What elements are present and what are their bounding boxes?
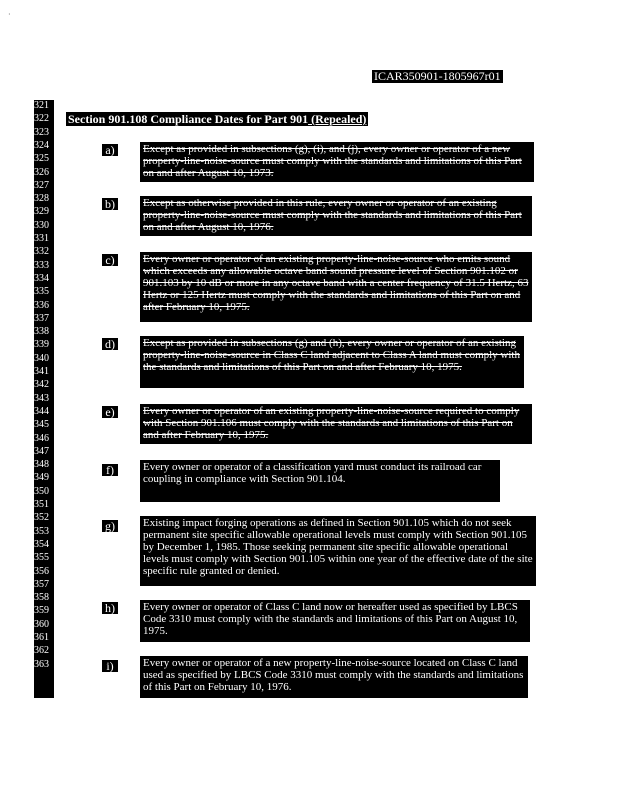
paragraph-b: [140, 196, 532, 236]
line-number: 329: [34, 206, 49, 218]
line-number: 337: [34, 312, 49, 324]
section-title-text: Section 901.108 Compliance Dates for Part 901: [68, 112, 309, 126]
line-number: 347: [34, 445, 49, 457]
line-number: 357: [34, 578, 49, 590]
paragraph-marker-e: e): [102, 406, 118, 418]
line-number: 321: [34, 100, 49, 111]
paragraph-e: [140, 404, 532, 444]
paragraph-g-text: Existing impact forging operations as defined in Section 901.105 which do not seek permanent site specific allowable operational levels must comply with Section 901.105 by December 1, 1985. Those seeking permanent site specific allowable operational levels must comply with Section 901.105 within one year of the effective date of the site specific rule granted or denied.: [143, 517, 533, 577]
line-number: 341: [34, 366, 49, 377]
paragraph-g: [140, 516, 536, 586]
paragraph-marker-i: i): [102, 660, 118, 672]
line-number: 344: [34, 405, 49, 417]
line-number: 346: [34, 432, 49, 444]
document-id: ICAR350901-1805967r01: [374, 69, 501, 83]
line-number: 333: [34, 259, 49, 271]
paragraph-f-text: Every owner or operator of a classification yard must conduct its railroad car coupling in compliance with Section 901.104.: [143, 461, 482, 485]
line-number: 324: [34, 139, 49, 151]
paragraph-d: [140, 336, 524, 388]
line-number: 327: [34, 179, 49, 191]
line-number: 345: [34, 419, 49, 431]
line-number: 355: [34, 552, 49, 564]
line-number: 328: [34, 193, 49, 205]
paragraph-c-text: Every owner or operator of an existing property-line-noise-source who emits sound which exceeds any allowable octave band sound pressure level of Section 901.102 or 901.103 by 10 dB or more in any octave band with a center frequency of 31.5 Hertz, 63 Hertz or 125 Hertz must comply with the standards and limitations of this Part on and after February 10, 1975.: [143, 253, 529, 313]
paragraph-h-text: Every owner or operator of Class C land now or hereafter used as specified by LBCS Code 3310 must comply with the standards and limitations of this Part on August 10, 1975.: [143, 601, 518, 637]
line-number: 342: [34, 379, 49, 391]
line-number: 351: [34, 499, 49, 510]
paragraph-h: [140, 600, 530, 642]
paragraph-a: [140, 142, 534, 182]
line-number: 330: [34, 219, 49, 231]
paragraph-marker-a: a): [102, 144, 118, 156]
line-number: 334: [34, 272, 49, 284]
line-number: 359: [34, 605, 49, 617]
paragraph-marker-f: f): [102, 464, 118, 476]
line-number: 356: [34, 565, 49, 577]
paragraph-f: [140, 460, 500, 502]
line-number: 361: [34, 632, 49, 643]
line-number: 332: [34, 246, 49, 258]
paragraph-marker-g: g): [102, 520, 118, 532]
paragraph-i: [140, 656, 528, 698]
paragraph-e-text: Every owner or operator of an existing property-line-noise-source required to comply with Section 901.106 must comply with the standards and limitations of this Part on and after February 10, 1975.: [143, 405, 520, 441]
line-number: 363: [34, 658, 49, 670]
line-number: 358: [34, 592, 49, 604]
line-number: 323: [34, 126, 49, 138]
paragraph-i-text: Every owner or operator of a new property-line-noise-source located on Class C land used as specified by LBCS Code 3310 must comply with the standards and limitations of this Part on February 10, 1976.: [143, 657, 524, 693]
line-number: 350: [34, 485, 49, 497]
paragraph-marker-d: d): [102, 338, 118, 350]
line-number: 336: [34, 299, 49, 311]
line-number: 362: [34, 645, 49, 657]
line-number: 348: [34, 459, 49, 471]
line-number: 338: [34, 326, 49, 338]
line-number: 325: [34, 153, 49, 165]
line-number: 352: [34, 512, 49, 524]
paragraph-marker-b: b): [102, 198, 118, 210]
line-number: 353: [34, 525, 49, 537]
scan-speck: ·: [8, 10, 11, 19]
line-number: 349: [34, 472, 49, 484]
line-number: 340: [34, 352, 49, 364]
line-number: 339: [34, 339, 49, 351]
paragraph-b-text: Except as otherwise provided in this rule, every owner or operator of an existing property-line-noise-source must comply with the standards and limitations of this Part on and after August 10, 1976.: [143, 197, 522, 233]
line-number: 354: [34, 538, 49, 550]
paragraph-marker-h: h): [102, 602, 118, 614]
line-number: 331: [34, 233, 49, 244]
paragraph-d-text: Except as provided in subsections (g) and (h), every owner or operator of an existing property-line-noise-source in Class C land adjacent to Class A land must comply with the standards and limitations of this Part on and after February 10, 1975.: [143, 337, 520, 373]
line-number: 360: [34, 618, 49, 630]
line-number: 335: [34, 286, 49, 298]
line-number: 322: [34, 113, 49, 125]
paragraph-c: [140, 252, 532, 322]
section-repealed-label: (Repealed): [308, 112, 367, 126]
line-number: 326: [34, 166, 49, 178]
paragraph-a-text: Except as provided in subsections (g), (i), and (j), every owner or operator of a new property-line-noise-source must comply with the standards and limitations of this Part on and after August 10, 1973.: [143, 143, 522, 179]
line-number: 343: [34, 392, 49, 404]
section-title: [66, 112, 368, 126]
paragraph-marker-c: c): [102, 254, 118, 266]
